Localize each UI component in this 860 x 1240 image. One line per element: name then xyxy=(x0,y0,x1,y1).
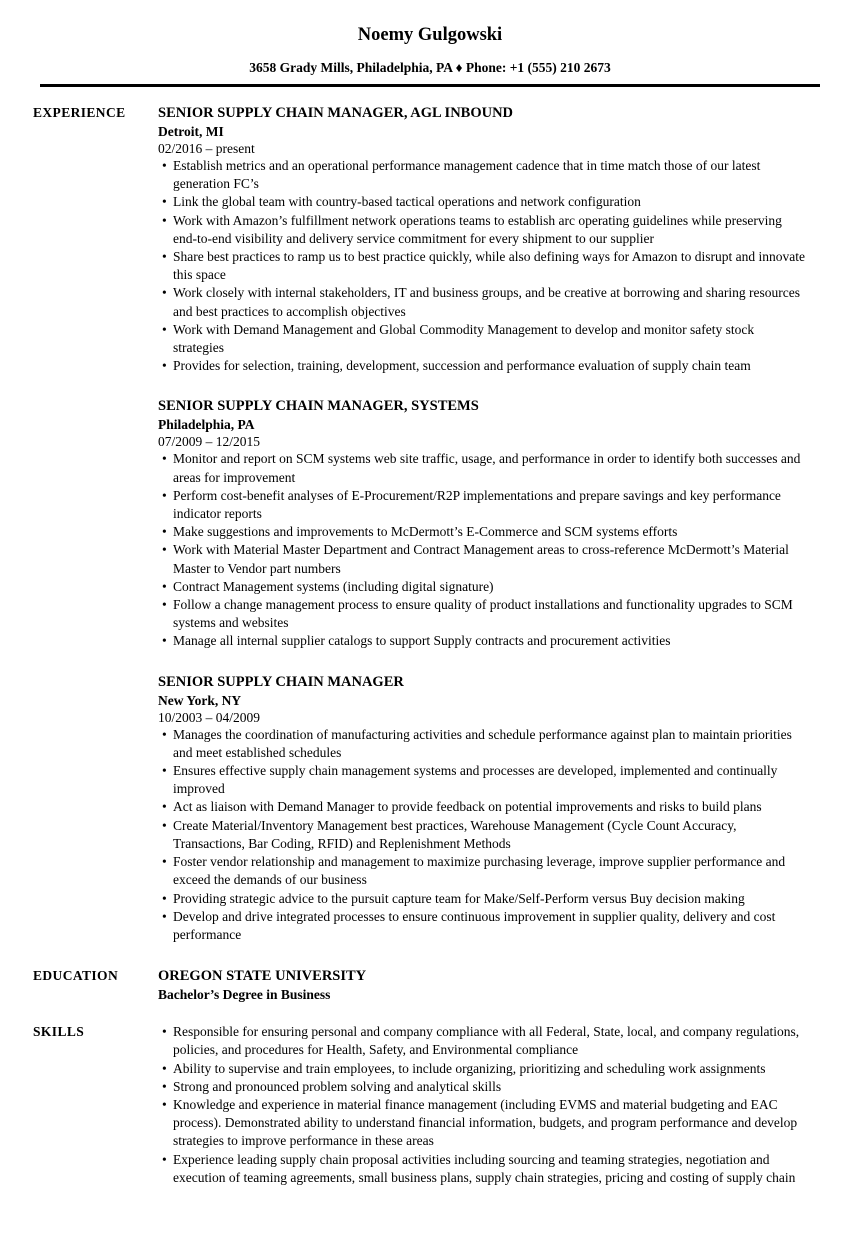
job-title: SENIOR SUPPLY CHAIN MANAGER, SYSTEMS xyxy=(158,398,479,415)
bullet-item: • Contract Management systems (including digital signature) xyxy=(173,578,806,596)
bullet-item: • Foster vendor relationship and management to maximize purchasing leverage, improve supplier performance and exceed the demands of our business xyxy=(173,853,806,889)
job-bullet-list xyxy=(158,726,806,944)
job-entry-2 xyxy=(158,397,806,650)
section-label-experience: EXPERIENCE xyxy=(33,105,126,120)
job-location: Detroit, MI xyxy=(158,124,224,139)
section-label-skills: SKILLS xyxy=(33,1024,85,1040)
job-entry-3 xyxy=(158,673,806,944)
job-location: New York, NY xyxy=(158,692,242,708)
resume-body xyxy=(0,87,860,1187)
bullet-item: • Manage all internal supplier catalogs to support Supply contracts and procurement activities xyxy=(173,632,806,650)
degree: Bachelor’s Degree in Business xyxy=(158,987,331,1003)
bullet-item: • Establish metrics and an operational performance management cadence that in time match those of our latest generation FC’s xyxy=(173,157,806,193)
bullet-item: • Ability to supervise and train employees, to include organizing, prioritizing and scheduling work assignments xyxy=(173,1060,806,1078)
contact-line: 3658 Grady Mills, Philadelphia, PA ♦ Phone: +1 (555) 210 2673 xyxy=(249,60,611,75)
bullet-item: • Monitor and report on SCM systems web site traffic, usage, and performance in order to identify both successes and areas for improvement xyxy=(173,450,806,486)
bullet-item: • Work with Material Master Department and Contract Management areas to cross-reference McDermott’s Material Master to Vendor part numbers xyxy=(173,541,806,577)
bullet-item: • Experience leading supply chain proposal activities including sourcing and teaming strategies, negotiation and execution of teaming agreements, small business plans, supply chain strategies, pricing and costing of supply chain xyxy=(173,1151,806,1187)
bullet-item: • Provides for selection, training, development, succession and performance evaluation of supply chain team xyxy=(173,357,806,375)
bullet-item: • Strong and pronounced problem solving and analytical skills xyxy=(173,1078,806,1096)
bullet-item: • Link the global team with country-based tactical operations and network configuration xyxy=(173,193,806,211)
bullet-item: • Make suggestions and improvements to McDermott’s E-Commerce and SCM systems efforts xyxy=(173,523,806,541)
education-section xyxy=(158,967,806,1004)
bullet-item: • Responsible for ensuring personal and company compliance with all Federal, State, local, and company regulations, policies, and procedures for Health, Safety, and Environmental compliance xyxy=(173,1023,806,1059)
bullet-item: • Develop and drive integrated processes to ensure continuous improvement in supplier quality, delivery and cost performance xyxy=(173,908,806,944)
experience-section xyxy=(158,104,806,944)
person-name: Noemy Gulgowski xyxy=(357,25,503,45)
bullet-item: • Work with Amazon’s fulfillment network operations teams to establish arc operating guidelines while preserving end-to-end visibility and delivery service commitment for every shipment to our supplier xyxy=(173,212,806,248)
job-title: SENIOR SUPPLY CHAIN MANAGER xyxy=(158,673,404,690)
section-label-education: EDUCATION xyxy=(33,968,119,984)
job-dates: 02/2016 – present xyxy=(158,141,255,156)
bullet-item: • Manages the coordination of manufacturing activities and schedule performance against plan to maintain priorities and meet established schedules xyxy=(173,726,806,762)
job-entry-1 xyxy=(158,104,806,375)
job-location: Philadelphia, PA xyxy=(158,417,255,433)
job-dates: 10/2003 – 04/2009 xyxy=(158,709,261,725)
bullet-item: • Follow a change management process to ensure quality of product installations and functionality upgrades to SCM systems and websites xyxy=(173,596,806,632)
resume-header xyxy=(0,0,860,87)
job-title: SENIOR SUPPLY CHAIN MANAGER, AGL INBOUND xyxy=(158,105,514,121)
bullet-item: • Ensures effective supply chain management systems and processes are developed, implemented and continually improved xyxy=(173,762,806,798)
job-bullet-list xyxy=(158,157,806,375)
job-dates: 07/2009 – 12/2015 xyxy=(158,434,261,450)
bullet-item: • Work with Demand Management and Global Commodity Management to develop and monitor safety stock strategies xyxy=(173,321,806,357)
skills-bullet-list xyxy=(158,1023,806,1187)
bullet-item: • Knowledge and experience in material finance management (including EVMS and material budgeting and EAC process). Demonstrated ability to understand financial information, budgets, and program performance and develop strategies to improve performance in these areas xyxy=(173,1096,806,1151)
bullet-item: • Work closely with internal stakeholders, IT and business groups, and be creative at borrowing and sharing resources and best practices to accomplish objectives xyxy=(173,284,806,320)
bullet-item: • Providing strategic advice to the pursuit capture team for Make/Self-Perform versus Buy decision making xyxy=(173,890,806,908)
bullet-item: • Create Material/Inventory Management best practices, Warehouse Management (Cycle Count Accuracy, Transactions, Bar Coding, RFID) and Replenishment Methods xyxy=(173,817,806,853)
bullet-item: • Share best practices to ramp us to best practice quickly, while also defining ways for Amazon to disrupt and innovate this space xyxy=(173,248,806,284)
skills-section xyxy=(158,1023,806,1187)
job-bullet-list xyxy=(158,450,806,650)
bullet-item: • Perform cost-benefit analyses of E-Procurement/R2P implementations and prepare savings and key performance indicator reports xyxy=(173,487,806,523)
school-name: OREGON STATE UNIVERSITY xyxy=(158,968,367,985)
bullet-item: • Act as liaison with Demand Manager to provide feedback on potential improvements and risks to build plans xyxy=(173,798,806,816)
